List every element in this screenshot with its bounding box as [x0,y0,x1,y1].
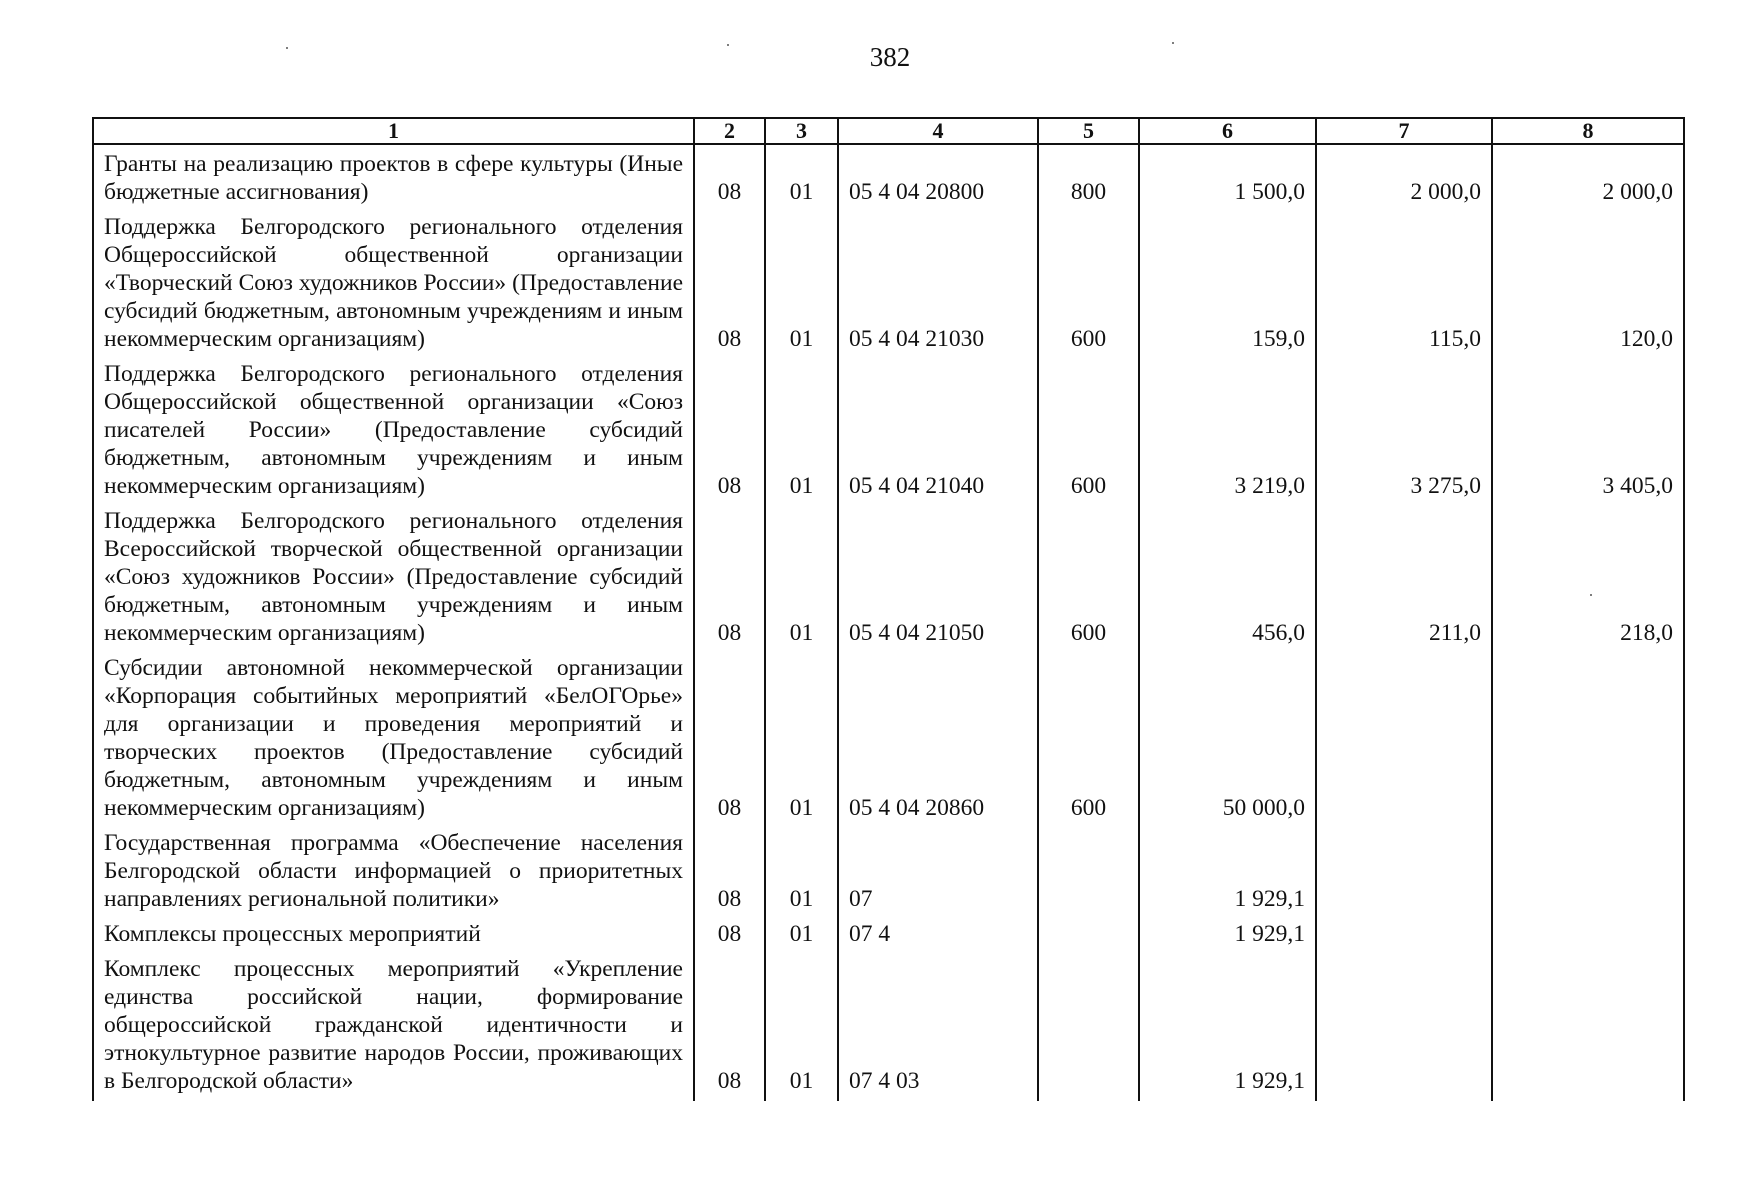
target-article-code: 05 4 04 20800 [838,144,1038,208]
expense-type-code: 800 [1038,144,1139,208]
expense-type-code: 600 [1038,355,1139,502]
table-row [93,915,1684,950]
amount-col-6: 1 929,1 [1139,950,1316,1101]
column-header-1: 1 [93,118,694,144]
expense-type-code: 600 [1038,649,1139,824]
amount-col-8: 3 405,0 [1492,355,1684,502]
subsection-code: 01 [765,208,838,355]
row-name: Поддержка Белгородского регионального отделения Общероссийской общественной организации «Творческий Союз художников России» (Предоставление субсидий бюджетным, автономным учреждениям и иным некоммерческим организациям) [93,208,694,355]
amount-col-8 [1492,824,1684,915]
table-row [93,208,1684,355]
amount-col-8 [1492,649,1684,824]
column-header-2: 2 [694,118,765,144]
expense-type-code: 600 [1038,208,1139,355]
section-code: 08 [694,824,765,915]
scan-speck [286,47,288,49]
amount-col-7 [1316,950,1492,1101]
subsection-code: 01 [765,950,838,1101]
amount-col-8: 2 000,0 [1492,144,1684,208]
column-header-3: 3 [765,118,838,144]
section-code: 08 [694,355,765,502]
column-header-4: 4 [838,118,1038,144]
section-code: 08 [694,649,765,824]
table-row [93,355,1684,502]
amount-col-7: 2 000,0 [1316,144,1492,208]
amount-col-6: 1 500,0 [1139,144,1316,208]
section-code: 08 [694,502,765,649]
budget-table [92,117,1685,1101]
amount-col-7 [1316,915,1492,950]
target-article-code: 07 4 03 [838,950,1038,1101]
amount-col-6: 1 929,1 [1139,824,1316,915]
target-article-code: 05 4 04 21030 [838,208,1038,355]
column-header-8: 8 [1492,118,1684,144]
subsection-code: 01 [765,144,838,208]
table-row [93,502,1684,649]
section-code: 08 [694,915,765,950]
subsection-code: 01 [765,824,838,915]
subsection-code: 01 [765,915,838,950]
table-row [93,950,1684,1101]
page-number: 382 [869,42,911,72]
amount-col-8 [1492,915,1684,950]
header-row [93,118,1684,144]
amount-col-8: 218,0 [1492,502,1684,649]
amount-col-7: 3 275,0 [1316,355,1492,502]
amount-col-7 [1316,824,1492,915]
expense-type-code [1038,950,1139,1101]
target-article-code: 05 4 04 20860 [838,649,1038,824]
section-code: 08 [694,208,765,355]
subsection-code: 01 [765,355,838,502]
expense-type-code [1038,824,1139,915]
target-article-code: 07 [838,824,1038,915]
row-name: Государственная программа «Обеспечение населения Белгородской области информацией о приоритетных направлениях региональной политики» [93,824,694,915]
amount-col-7: 115,0 [1316,208,1492,355]
target-article-code: 05 4 04 21050 [838,502,1038,649]
amount-col-8 [1492,950,1684,1101]
row-name: Субсидии автономной некоммерческой организации «Корпорация событийных мероприятий «БелОГОрье» для организации и проведения мероприятий и творческих проектов (Предоставление субсидий бюджетным, автономным учреждениям и иным некоммерческим организациям) [93,649,694,824]
column-header-5: 5 [1038,118,1139,144]
row-name: Комплексы процессных мероприятий [93,915,694,950]
column-header-6: 6 [1139,118,1316,144]
section-code: 08 [694,144,765,208]
expense-type-code: 600 [1038,502,1139,649]
amount-col-6: 1 929,1 [1139,915,1316,950]
target-article-code: 05 4 04 21040 [838,355,1038,502]
row-name: Гранты на реализацию проектов в сфере культуры (Иные бюджетные ассигнования) [93,144,694,208]
scan-speck [1172,42,1174,44]
row-name: Комплекс процессных мероприятий «Укрепление единства российской нации, формирование общероссийской гражданской идентичности и этнокультурное развитие народов России, проживающих в Белгородской области» [93,950,694,1101]
amount-col-7: 211,0 [1316,502,1492,649]
expense-type-code [1038,915,1139,950]
amount-col-8: 120,0 [1492,208,1684,355]
row-name: Поддержка Белгородского регионального отделения Всероссийской творческой общественной организации «Союз художников России» (Предоставление субсидий бюджетным, автономным учреждениям и иным некоммерческим организациям) [93,502,694,649]
table-row [93,649,1684,824]
scan-speck [727,44,729,46]
column-header-7: 7 [1316,118,1492,144]
amount-col-6: 3 219,0 [1139,355,1316,502]
table-row [93,144,1684,208]
section-code: 08 [694,950,765,1101]
row-name: Поддержка Белгородского регионального отделения Общероссийской общественной организации «Союз писателей России» (Предоставление субсидий бюджетным, автономным учреждениям и иным некоммерческим организациям) [93,355,694,502]
subsection-code: 01 [765,502,838,649]
amount-col-6: 456,0 [1139,502,1316,649]
amount-col-6: 50 000,0 [1139,649,1316,824]
amount-col-6: 159,0 [1139,208,1316,355]
subsection-code: 01 [765,649,838,824]
table-row [93,824,1684,915]
amount-col-7 [1316,649,1492,824]
target-article-code: 07 4 [838,915,1038,950]
